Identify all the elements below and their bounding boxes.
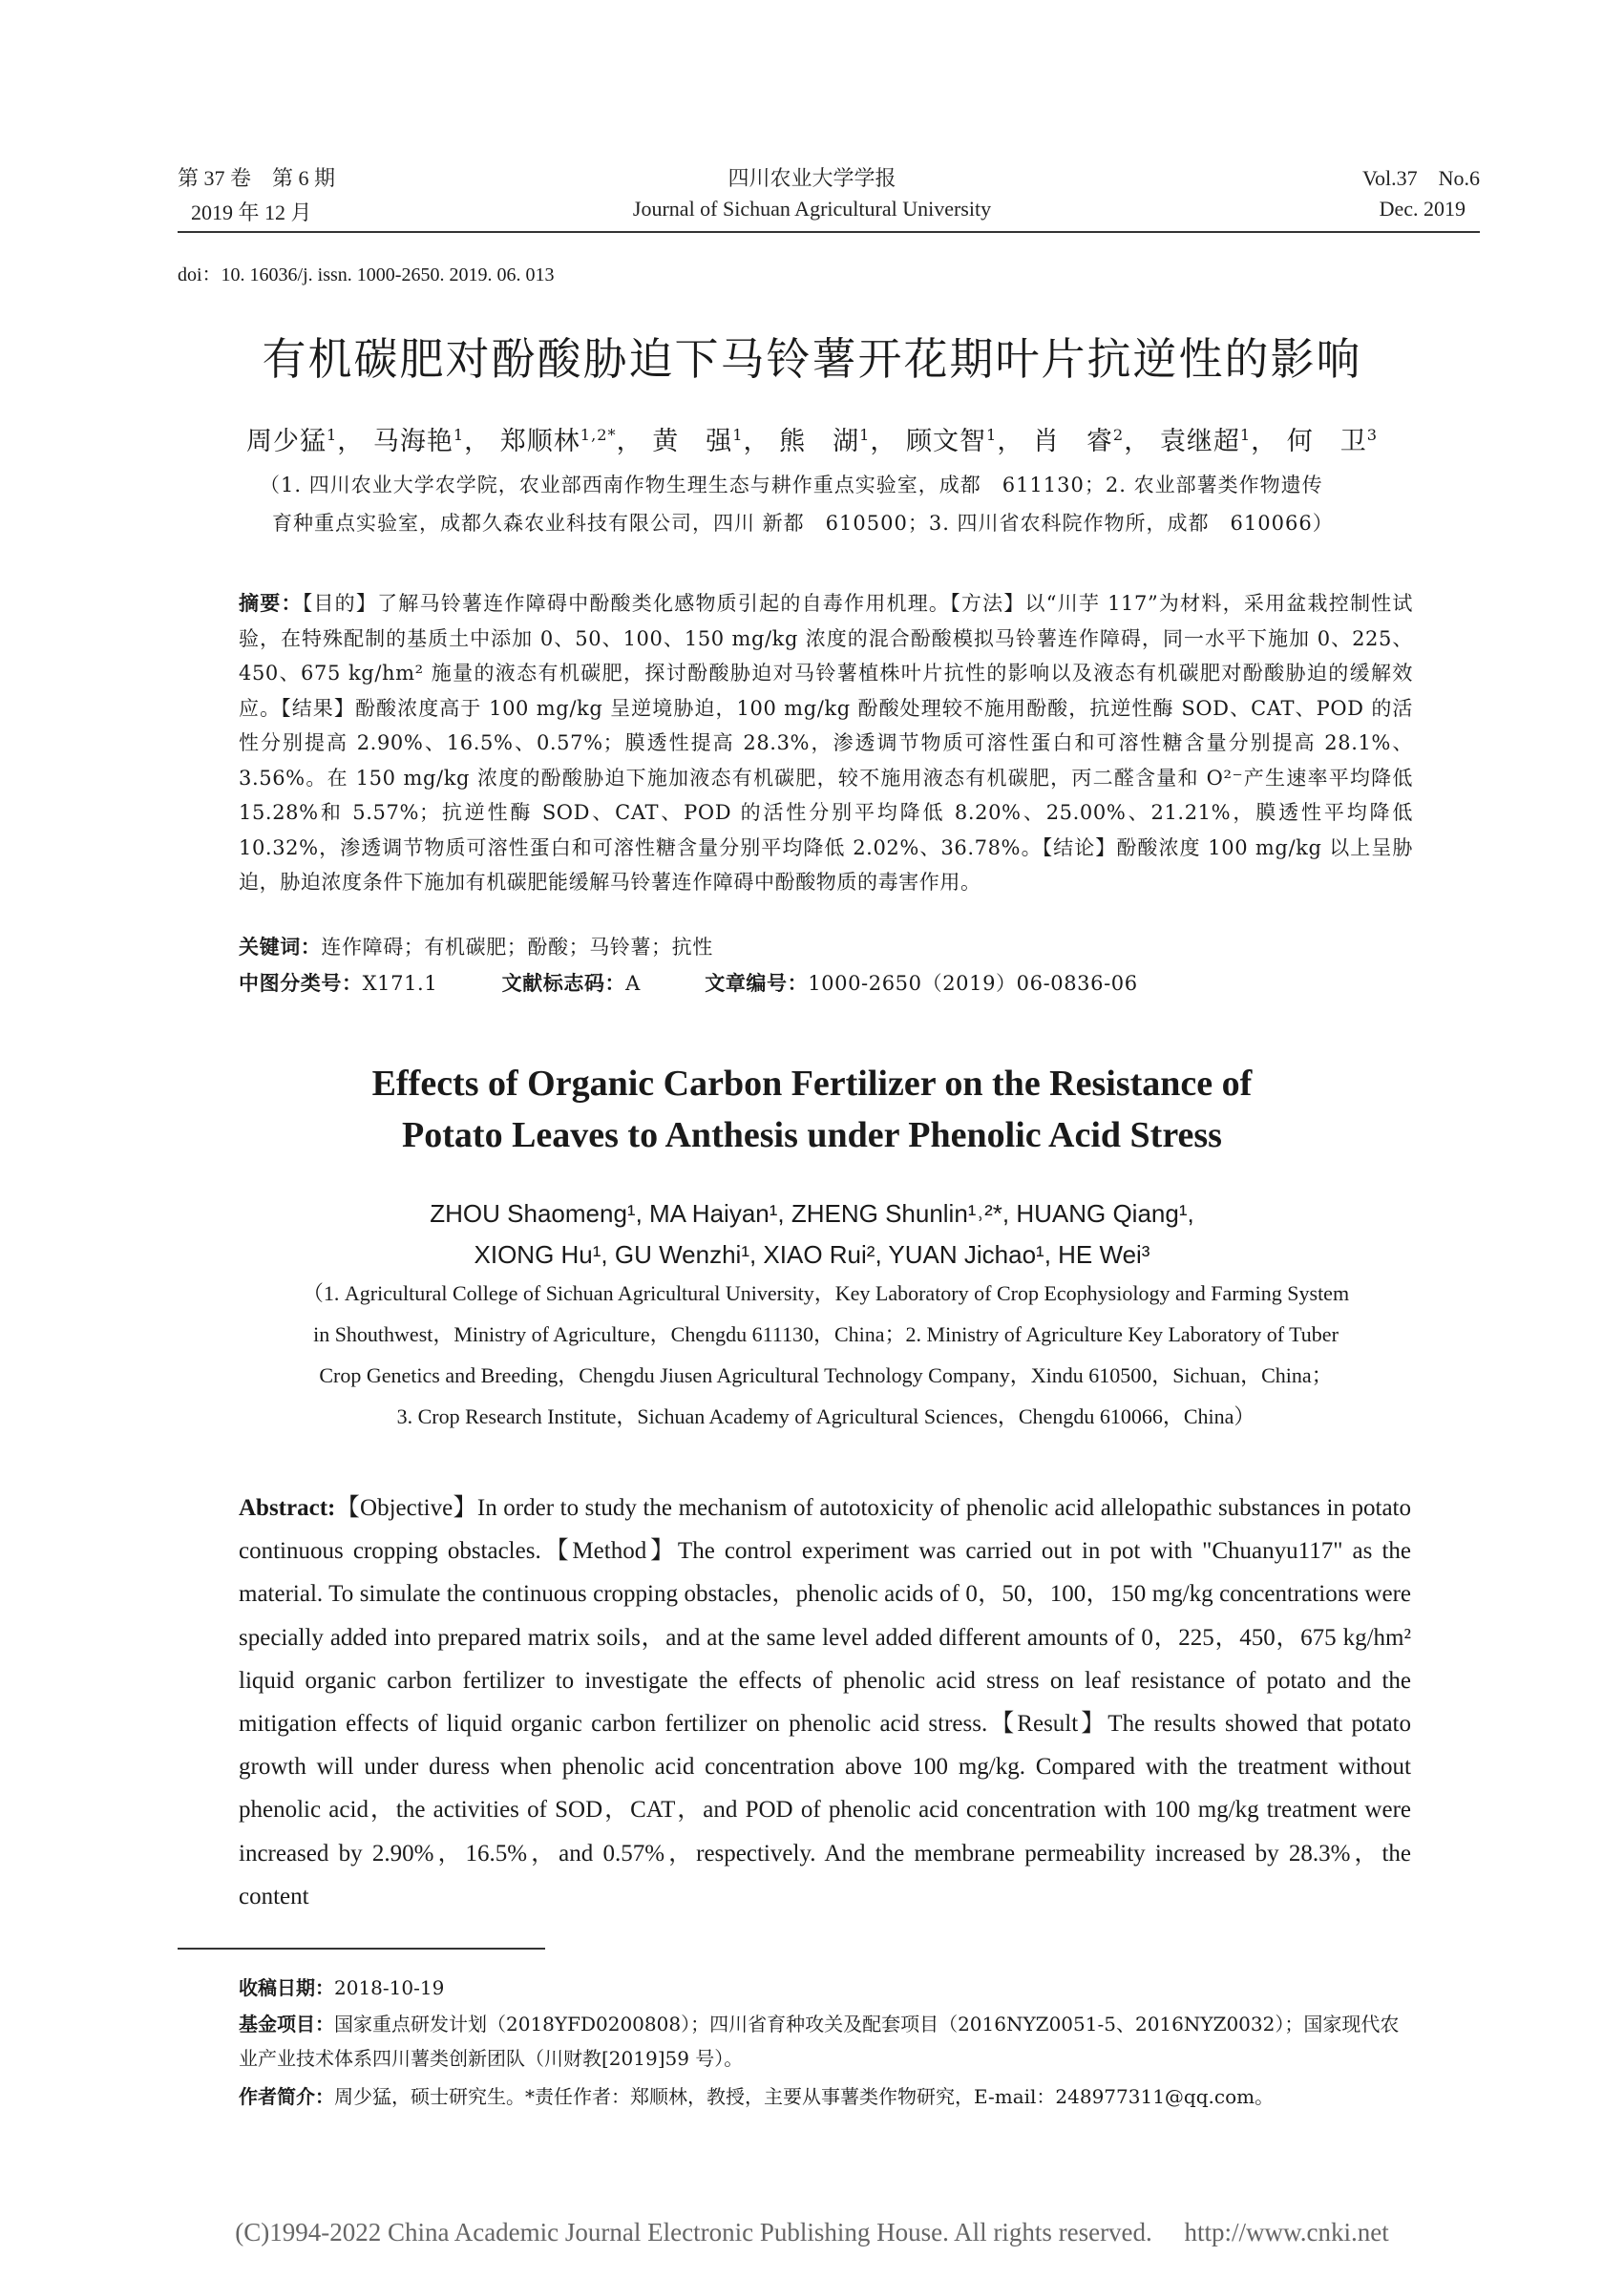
en-affil-line4: 3. Crop Research Institute，Sichuan Academy of Agricultural Sciences，Chengdu 610066，China）: [396, 1404, 1255, 1428]
cn-author-sup: 1: [986, 426, 998, 444]
cn-authors: 周少猛$^1$， 马海艳$^1$， 郑顺林$^{1,2*}$， 黄 强$^1$， 熊 湖$^1$， 顾文智$^1$， 肖 睿$^2$， 袁继超$^1$， 何 卫$^3$: [245, 426, 1379, 456]
cn-keywords-text: 连作障碍；有机碳肥；酚酸；马铃薯；抗性: [321, 936, 713, 959]
cn-author: 肖 睿: [1032, 427, 1113, 456]
en-abstract-label: Abstract:: [239, 1495, 336, 1521]
cn-keywords-label: 关键词：: [239, 936, 322, 959]
footnote-author: [239, 2079, 1413, 2114]
en-abstract: [239, 1487, 1411, 1918]
copyright-notice: (C)1994-2022 China Academic Journal Electronic Publishing House. All rights reserved. http://www.cnki.net: [235, 2218, 1389, 2246]
fund-label: 基金项目：: [239, 2013, 334, 2035]
header-date-en: Dec. 2019: [1379, 197, 1466, 221]
cn-affil-line2: 育种重点实验室，成都久森农业科技有限公司，四川 新都 610500；3. 四川省农科院作物所，成都 610066）: [272, 512, 1334, 535]
cn-abstract-text: 【目的】了解马铃薯连作障碍中酚酸类化感物质引起的自毒作用机理。【方法】以“川芋 117”为材料，采用盆栽控制性试验，在特殊配制的基质土中添加 0、50、100、150 mg/kg 浓度的混合酚酸模拟马铃薯连作障碍，同一水平下施加 0、225、450、675 kg/hm² 施量的液态有机碳肥，探讨酚酸胁迫对马铃薯植株叶片抗性的影响以及液态有机碳肥对酚酸胁迫的缓解效应。【结果】酚酸浓度高于 100 mg/kg 呈逆境胁迫，100 mg/kg 酚酸处理较不施用酚酸，抗逆性酶 SOD、CAT、POD 的活性分别提高 2.90%、16.5%、0.57%；膜透性提高 28.3%，渗透调节物质可溶性蛋白和可溶性糖含量分别提高 28.1%、3.56%。在 150 mg/kg 浓度的酚酸胁迫下施加液态有机碳肥，较不施用液态有机碳肥，丙二醛含量和 O²⁻产生速率平均降低 15.28%和 5.57%；抗逆性酶 SOD、CAT、POD 的活性分别平均降低 8.20%、25.00%、21.21%，膜透性平均降低 10.32%，渗透调节物质可溶性蛋白和可溶性糖含量分别平均降低 2.02%、36.78%。【结论】酚酸浓度 100 mg/kg 以上呈胁迫，胁迫浓度条件下施加有机碳肥能缓解马铃薯连作障碍中酚酸物质的毒害作用。: [239, 592, 1413, 894]
articleno-label: 文章编号：: [705, 972, 809, 995]
clc-label: 中图分类号：: [239, 972, 363, 995]
en-affil-line3: Crop Genetics and Breeding，Chengdu Jiusen Agricultural Technology Company，Xindu 610500，Sichuan，China；: [319, 1363, 1333, 1387]
cn-author: 顾文智: [906, 427, 987, 456]
articleno-value: 1000-2650（2019）06-0836-06: [808, 972, 1138, 995]
en-title-line1: Effects of Organic Carbon Fertilizer on the Resistance of: [371, 1064, 1253, 1104]
cn-affil-line1: （1. 四川农业大学农学院，农业部西南作物生理生态与耕作重点实验室，成都 611130；2. 农业部薯类作物遗传: [260, 474, 1323, 496]
header-journal-cn: 四川农业大学学报: [728, 166, 896, 190]
en-title: [0, 1058, 1624, 1161]
cn-author: 袁继超: [1159, 427, 1240, 456]
cn-keywords: [239, 930, 1413, 965]
cn-author-sup: 1: [732, 426, 744, 444]
header-rule: [178, 231, 1480, 233]
cn-author-sup: 1,2*: [580, 426, 617, 444]
en-affil-line1: （1. Agricultural College of Sichuan Agricultural University，Key Laboratory of Crop Ecophysiology and Farming System: [302, 1281, 1350, 1305]
cn-author-sup: 1: [326, 426, 338, 444]
cn-author: 熊 湖: [779, 427, 860, 456]
fund-value: 国家重点研发计划（2018YFD0200808）；四川省育种攻关及配套项目（2016NYZ0051-5、2016NYZ0032）；国家现代农业产业技术体系四川薯类创新团队（川财教[2019]59 号）。: [239, 2013, 1400, 2070]
cn-author-sup: 1: [453, 426, 465, 444]
footnote-received: [239, 1971, 1413, 2005]
header-date-cn: 2019 年 12 月: [191, 200, 312, 224]
en-title-line2: Potato Leaves to Anthesis under Phenolic Acid Stress: [402, 1115, 1222, 1155]
en-authors: [0, 1193, 1624, 1276]
en-affil-line2: in Shouthwest，Ministry of Agriculture，Chengdu 611130，China；2. Ministry of Agriculture Key Laboratory of Tuber: [313, 1322, 1339, 1346]
cn-author: 何 卫: [1286, 427, 1367, 456]
cn-author-sup: 2: [1112, 426, 1125, 444]
doi: doi：10. 16036/j. issn. 1000-2650. 2019. 06. 013: [178, 264, 555, 285]
en-authors-line1: ZHOU Shaomeng¹, MA Haiyan¹, ZHENG Shunlin¹˒²*, HUANG Qiang¹,: [430, 1199, 1194, 1228]
cn-author: 郑顺林: [499, 427, 580, 456]
header-journal-en: Journal of Sichuan Agricultural University: [632, 197, 992, 221]
cn-classification: [239, 966, 1413, 1002]
en-affil: [239, 1273, 1413, 1437]
cn-abstract-label: 摘要：: [239, 592, 303, 615]
header-volume-en: Vol.37 No.6: [1361, 166, 1480, 190]
footnote-rule: [178, 1948, 545, 1950]
cn-author: 周少猛: [245, 427, 327, 456]
clc-value: X171.1: [362, 972, 438, 995]
author-label: 作者简介：: [239, 2085, 334, 2108]
en-abstract-text: 【Objective】In order to study the mechanism of autotoxicity of phenolic acid allelopathic substances in potato continuous cropping obstacles.【Method】The control experiment was carried out in pot with "Chuanyu117" as the material. To simulate the continuous cropping obstacles，phenolic acids of 0，50，100，150 mg/kg concentrations were specially added into prepared matrix soils，and at the same level added different amounts of 0，225，450，675 kg/hm² liquid organic carbon fertilizer to investigate the effects of phenolic acid stress on leaf resistance of potato and the mitigation effects of liquid organic carbon fertilizer on phenolic acid stress.【Result】The results showed that potato growth will under duress when phenolic acid concentration above 100 mg/kg. Compared with the treatment without phenolic acid，the activities of SOD，CAT，and POD of phenolic acid concentration with 100 mg/kg treatment were increased by 2.90%，16.5%，and 0.57%，respectively. And the membrane permeability increased by 28.3%，the content: [239, 1495, 1411, 1909]
cn-author-sup: 1: [1239, 426, 1252, 444]
received-label: 收稿日期：: [239, 1976, 334, 1999]
cn-author-sup: 1: [859, 426, 871, 444]
author-value: 周少猛，硕士研究生。*责任作者：郑顺林，教授，主要从事薯类作物研究，E-mail：248977311@qq.com。: [334, 2085, 1275, 2108]
footnote-fund: [239, 2007, 1413, 2076]
received-value: 2018-10-19: [334, 1976, 445, 1999]
en-authors-line2: XIONG Hu¹, GU Wenzhi¹, XIAO Rui², YUAN Jichao¹, HE Wei³: [474, 1240, 1150, 1269]
cn-author: 黄 强: [652, 427, 733, 456]
cn-title: 有机碳肥对酚酸胁迫下马铃薯开花期叶片抗逆性的影响: [262, 333, 1362, 385]
cn-author: 马海艳: [372, 427, 453, 456]
cn-author-sup: 3: [1366, 426, 1379, 444]
doccode-value: A: [625, 972, 641, 995]
header-volume-cn: 第 37 卷 第 6 期: [178, 166, 336, 190]
doccode-label: 文献标志码：: [501, 972, 626, 995]
cn-abstract: [239, 586, 1413, 900]
